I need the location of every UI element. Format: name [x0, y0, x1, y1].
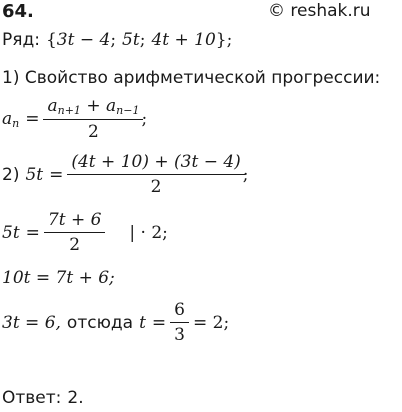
step3-fraction	[46, 210, 104, 255]
answer-line	[2, 388, 84, 408]
step3-denominator: 2	[44, 232, 106, 255]
watermark: © reshak.ru	[268, 1, 371, 21]
step3-equals: =	[25, 222, 40, 243]
formula-lhs: $a_n$	[2, 108, 20, 130]
step3-multiplier: | · 2;	[129, 222, 168, 243]
step2-lhs: 5t	[25, 164, 44, 185]
series-close-brace: };	[215, 30, 233, 50]
formula-fraction	[45, 96, 141, 142]
step5-equation	[2, 300, 229, 345]
step2-prefix: 2)	[2, 164, 20, 185]
step5-lhs: 3t = 6,	[2, 312, 61, 333]
series-line	[2, 30, 232, 50]
step5-equals: =	[151, 312, 167, 333]
series-label: Ряд:	[2, 30, 40, 50]
step3-lhs: 5t	[2, 222, 20, 243]
step3-equation	[2, 210, 168, 255]
step2-end: ;	[242, 164, 249, 185]
step2-equals: =	[49, 164, 64, 185]
problem-number: 64.	[2, 1, 34, 22]
step5-result: = 2;	[192, 312, 230, 333]
series-term-1: 3t − 4	[56, 30, 111, 50]
answer-value: 2.	[67, 388, 84, 408]
step2-equation	[2, 152, 249, 197]
step2-numerator: (4t + 10) + (3t − 4)	[71, 152, 241, 172]
answer-label: Ответ:	[2, 388, 62, 408]
series-separator-1: ;	[110, 30, 117, 50]
formula-numerator: $a_{n+1} + a_{n-1}$	[47, 96, 140, 117]
step2-fraction	[69, 152, 242, 197]
step2-denominator: 2	[67, 174, 244, 197]
step1-text: 1) Свойство арифметической прогрессии:	[2, 68, 381, 88]
formula-equals: =	[25, 109, 40, 129]
step5-word: отсюда	[66, 312, 134, 333]
formula-denominator: 2	[43, 119, 143, 142]
progression-formula	[2, 96, 147, 142]
step5-variable: t	[139, 312, 146, 333]
series-open-brace: {	[45, 30, 57, 50]
step5-numerator: 6	[174, 300, 185, 320]
series-term-2: 5t	[122, 30, 140, 50]
series-term-3: 4t + 10	[151, 30, 216, 50]
step3-numerator: 7t + 6	[47, 210, 102, 230]
formula-end: ;	[141, 109, 148, 129]
step5-denominator: 3	[170, 322, 189, 345]
series-separator-2: ;	[139, 30, 146, 50]
step4-equation: 10t = 7t + 6;	[2, 268, 115, 288]
step5-fraction	[172, 300, 187, 345]
